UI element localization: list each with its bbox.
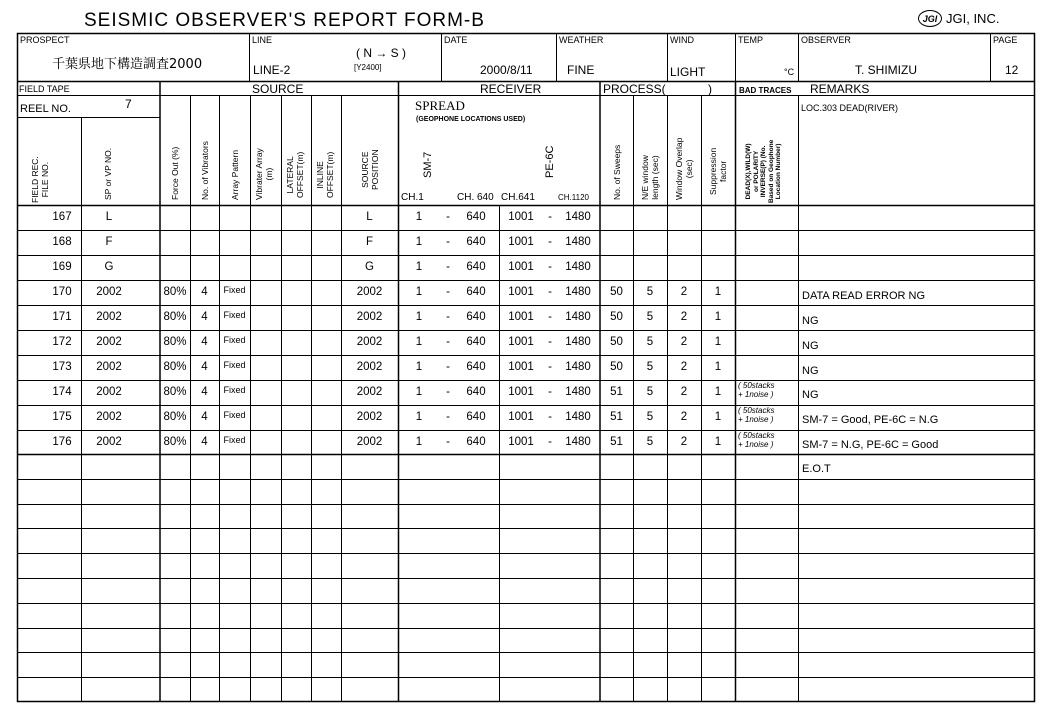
cell-d1: -	[446, 261, 450, 273]
page-label: PAGE	[993, 35, 1018, 45]
cell-d2: -	[548, 336, 552, 348]
cell-sp: F	[105, 236, 113, 248]
pattern-header: Array Pattern	[230, 149, 240, 200]
cell-c3: 1001	[508, 336, 534, 348]
cell-c4: 1480	[565, 286, 591, 298]
cell-sweeps: 50	[610, 361, 623, 373]
cell-remark: SM-7 = N.G, PE-6C = Good	[802, 439, 939, 451]
cell-pattern: Fixed	[223, 285, 246, 295]
cell-c1: 1	[415, 261, 423, 273]
cell-file: 170	[52, 286, 72, 298]
lateral-header: LATERAL OFFSET(m)	[285, 151, 305, 198]
pe6c-label: PE-6C	[544, 145, 556, 178]
cell-c1: 1	[415, 236, 423, 248]
cell-force: 80%	[163, 386, 187, 398]
cell-c2: 640	[466, 336, 486, 348]
cell-sup: 1	[714, 436, 722, 448]
cell-bad-traces: ( 50stacks + 1noise )	[738, 406, 775, 424]
cell-bad-traces: ( 50stacks + 1noise )	[738, 431, 775, 449]
cell-c3: 1001	[508, 411, 534, 423]
cell-d1: -	[446, 336, 450, 348]
bad-traces-header: DEAD(X),WILD(W) or POLARITY INVERSE(P) (No. Based on Geophone Location Number)	[745, 139, 782, 203]
line-direction: ( N → S )	[356, 46, 406, 60]
cell-d1: -	[446, 211, 450, 223]
bad-traces-label: BAD TRACES	[739, 86, 792, 95]
cell-c2: 640	[466, 286, 486, 298]
cell-c3: 1001	[508, 236, 534, 248]
cell-c4: 1480	[565, 236, 591, 248]
cell-remark: NG	[802, 340, 819, 352]
ne-window-header: N/E window length (sec)	[640, 155, 660, 200]
cell-sweeps: 50	[610, 311, 623, 323]
cell-vibs: 4	[201, 286, 208, 298]
cell-ov: 2	[680, 411, 688, 423]
cell-c3: 1001	[508, 386, 534, 398]
cell-c2: 640	[466, 261, 486, 273]
force-header: Force Out (%)	[170, 146, 180, 200]
cell-pattern: Fixed	[223, 310, 246, 320]
cell-d2: -	[548, 261, 552, 273]
cell-sweeps: 51	[610, 436, 623, 448]
observer-label: OBSERVER	[801, 35, 851, 45]
cell-remark: NG	[802, 315, 819, 327]
cell-file: 173	[52, 361, 72, 373]
line-value: LINE-2	[253, 63, 291, 77]
cell-file: 172	[52, 336, 72, 348]
cell-d1: -	[446, 286, 450, 298]
remarks-label: REMARKS	[810, 82, 870, 96]
cell-src: G	[365, 261, 374, 273]
cell-c3: 1001	[508, 261, 534, 273]
cell-vibs: 4	[201, 411, 208, 423]
cell-sweeps: 50	[610, 286, 623, 298]
suppression-header: Suppression factor	[708, 147, 728, 195]
cell-ne: 5	[646, 436, 654, 448]
cell-d2: -	[548, 361, 552, 373]
cell-vibs: 4	[201, 436, 208, 448]
cell-d2: -	[548, 236, 552, 248]
cell-c4: 1480	[565, 311, 591, 323]
cell-c2: 640	[466, 361, 486, 373]
cell-c2: 640	[466, 436, 486, 448]
cell-sp: 2002	[96, 336, 122, 348]
cell-sweeps: 50	[610, 336, 623, 348]
cell-remark: E.O.T	[802, 463, 831, 475]
cell-sp: L	[105, 211, 113, 223]
cell-file: 168	[52, 236, 72, 248]
cell-ov: 2	[680, 361, 688, 373]
source-position-header: SOURCE POSITION	[360, 149, 380, 190]
temp-unit: °C	[784, 67, 795, 77]
line-sub: [Y2400]	[354, 63, 382, 72]
cell-file: 174	[52, 386, 72, 398]
cell-c1: 1	[415, 411, 423, 423]
page-value: 12	[1005, 63, 1019, 77]
cell-ne: 5	[646, 386, 654, 398]
spread-sublabel: (GEOPHONE LOCATIONS USED)	[416, 116, 526, 123]
reel-no-label: REEL NO.	[20, 103, 71, 115]
cell-file: 171	[52, 311, 72, 323]
cell-file: 176	[52, 436, 72, 448]
cell-sp: 2002	[96, 411, 122, 423]
ch1-label: CH.1	[401, 192, 424, 203]
cell-sup: 1	[714, 361, 722, 373]
field-tape-label: FIELD TAPE	[19, 84, 70, 94]
jgi-logo-icon: JGI	[918, 10, 942, 27]
cell-d2: -	[548, 386, 552, 398]
cell-force: 80%	[163, 361, 187, 373]
cell-c4: 1480	[565, 261, 591, 273]
cell-src: L	[366, 211, 373, 223]
cell-d2: -	[548, 211, 552, 223]
cell-force: 80%	[163, 311, 187, 323]
process-close: )	[708, 82, 712, 96]
line-label: LINE	[252, 35, 273, 45]
cell-bad-traces: ( 50stacks + 1noise )	[738, 381, 775, 399]
cell-c2: 640	[466, 211, 486, 223]
cell-sp: 2002	[96, 436, 122, 448]
cell-d1: -	[446, 361, 450, 373]
ch1120-label: CH.1120	[558, 193, 589, 202]
date-label: DATE	[444, 35, 468, 45]
field-rec-header: FIELD REC. FILE NO.	[30, 156, 50, 203]
cell-d2: -	[548, 286, 552, 298]
cell-force: 80%	[163, 436, 187, 448]
cell-ov: 2	[680, 311, 688, 323]
cell-c3: 1001	[508, 311, 534, 323]
cell-ne: 5	[646, 336, 654, 348]
cell-remark: DATA READ ERROR NG	[802, 290, 926, 302]
cell-force: 80%	[163, 336, 187, 348]
cell-c4: 1480	[565, 336, 591, 348]
array-header: Vibrater Array (m)	[254, 148, 274, 200]
cell-sp: 2002	[96, 361, 122, 373]
cell-sweeps: 51	[610, 386, 623, 398]
prospect-label: PROSPECT	[20, 35, 70, 45]
cell-sup: 1	[714, 386, 722, 398]
cell-c2: 640	[466, 411, 486, 423]
cell-c3: 1001	[508, 211, 534, 223]
cell-pattern: Fixed	[223, 410, 246, 420]
cell-sup: 1	[714, 336, 722, 348]
wind-label: WIND	[670, 35, 694, 45]
vibs-header: No. of Vibrators	[200, 141, 210, 200]
cell-src: 2002	[356, 436, 383, 448]
cell-c4: 1480	[565, 211, 591, 223]
temp-label: TEMP	[738, 35, 764, 45]
cell-d2: -	[548, 311, 552, 323]
inline-header: INLINE OFFSET(m)	[315, 151, 335, 198]
cell-remark: SM-7 = Good, PE-6C = N.G	[802, 414, 939, 426]
cell-ne: 5	[646, 361, 654, 373]
cell-vibs: 4	[201, 311, 208, 323]
cell-src: 2002	[356, 286, 383, 298]
cell-pattern: Fixed	[223, 335, 246, 345]
cell-d2: -	[548, 411, 552, 423]
cell-sweeps: 51	[610, 411, 623, 423]
spread-label: SPREAD	[415, 98, 465, 113]
ch641-label: CH.641	[501, 192, 535, 203]
cell-c1: 1	[415, 311, 423, 323]
cell-c1: 1	[415, 361, 423, 373]
wind-value: LIGHT	[670, 65, 706, 79]
weather-value: FINE	[567, 63, 595, 77]
cell-ne: 5	[646, 311, 654, 323]
sp-header: SP or VP NO.	[103, 147, 113, 200]
cell-sup: 1	[714, 286, 722, 298]
cell-c4: 1480	[565, 361, 591, 373]
cell-sup: 1	[714, 311, 722, 323]
remarks-note: LOC.303 DEAD(RIVER)	[801, 103, 899, 113]
form-title: SEISMIC OBSERVER'S REPORT FORM-B	[84, 10, 485, 31]
source-section-label: SOURCE	[252, 82, 304, 96]
cell-file: 167	[52, 211, 72, 223]
cell-src: 2002	[356, 361, 383, 373]
cell-remark: NG	[802, 389, 819, 401]
cell-c1: 1	[415, 336, 423, 348]
cell-c1: 1	[415, 211, 423, 223]
cell-c3: 1001	[508, 361, 534, 373]
cell-ov: 2	[680, 286, 688, 298]
cell-ov: 2	[680, 336, 688, 348]
cell-ne: 5	[646, 411, 654, 423]
cell-vibs: 4	[201, 361, 208, 373]
cell-file: 169	[52, 261, 72, 273]
cell-pattern: Fixed	[223, 360, 246, 370]
cell-src: F	[365, 236, 374, 248]
cell-ov: 2	[680, 436, 688, 448]
cell-vibs: 4	[201, 336, 208, 348]
date-value: 2000/8/11	[480, 63, 533, 77]
cell-c4: 1480	[565, 436, 591, 448]
cell-d1: -	[446, 411, 450, 423]
cell-d1: -	[446, 236, 450, 248]
sm7-label: SM-7	[422, 151, 434, 178]
reel-no-value: 7	[125, 97, 132, 111]
cell-sp: 2002	[96, 286, 122, 298]
cell-src: 2002	[356, 411, 383, 423]
cell-sp: 2002	[96, 311, 122, 323]
sweeps-header: No. of Sweeps	[612, 144, 622, 200]
cell-c3: 1001	[508, 436, 534, 448]
cell-ne: 5	[646, 286, 654, 298]
cell-c2: 640	[466, 236, 486, 248]
overlap-header: Window Overlap (sec)	[674, 137, 694, 200]
cell-pattern: Fixed	[223, 385, 246, 395]
cell-sp: 2002	[96, 386, 122, 398]
cell-remark: NG	[802, 365, 819, 377]
ch640-label: CH. 640	[457, 192, 494, 203]
cell-src: 2002	[356, 386, 383, 398]
cell-file: 175	[52, 411, 72, 423]
cell-d1: -	[446, 386, 450, 398]
weather-label: WEATHER	[559, 35, 604, 45]
cell-c1: 1	[415, 386, 423, 398]
process-section-label: PROCESS(	[603, 82, 666, 96]
prospect-value: 千葉県地下構造調査2000	[52, 57, 203, 72]
cell-pattern: Fixed	[223, 435, 246, 445]
cell-c4: 1480	[565, 411, 591, 423]
cell-c4: 1480	[565, 386, 591, 398]
cell-c3: 1001	[508, 286, 534, 298]
receiver-section-label: RECEIVER	[480, 82, 542, 96]
company-name: JGI, INC.	[946, 11, 1000, 26]
cell-c1: 1	[415, 286, 423, 298]
cell-d1: -	[446, 436, 450, 448]
cell-force: 80%	[163, 286, 187, 298]
cell-force: 80%	[163, 411, 187, 423]
cell-c1: 1	[415, 436, 423, 448]
observer-value: T. SHIMIZU	[855, 63, 917, 77]
cell-c2: 640	[466, 386, 486, 398]
cell-src: 2002	[356, 336, 383, 348]
cell-ov: 2	[680, 386, 688, 398]
cell-vibs: 4	[201, 386, 208, 398]
cell-sp: G	[104, 261, 114, 273]
cell-d1: -	[446, 311, 450, 323]
cell-src: 2002	[356, 311, 383, 323]
cell-d2: -	[548, 436, 552, 448]
cell-sup: 1	[714, 411, 722, 423]
cell-c2: 640	[466, 311, 486, 323]
